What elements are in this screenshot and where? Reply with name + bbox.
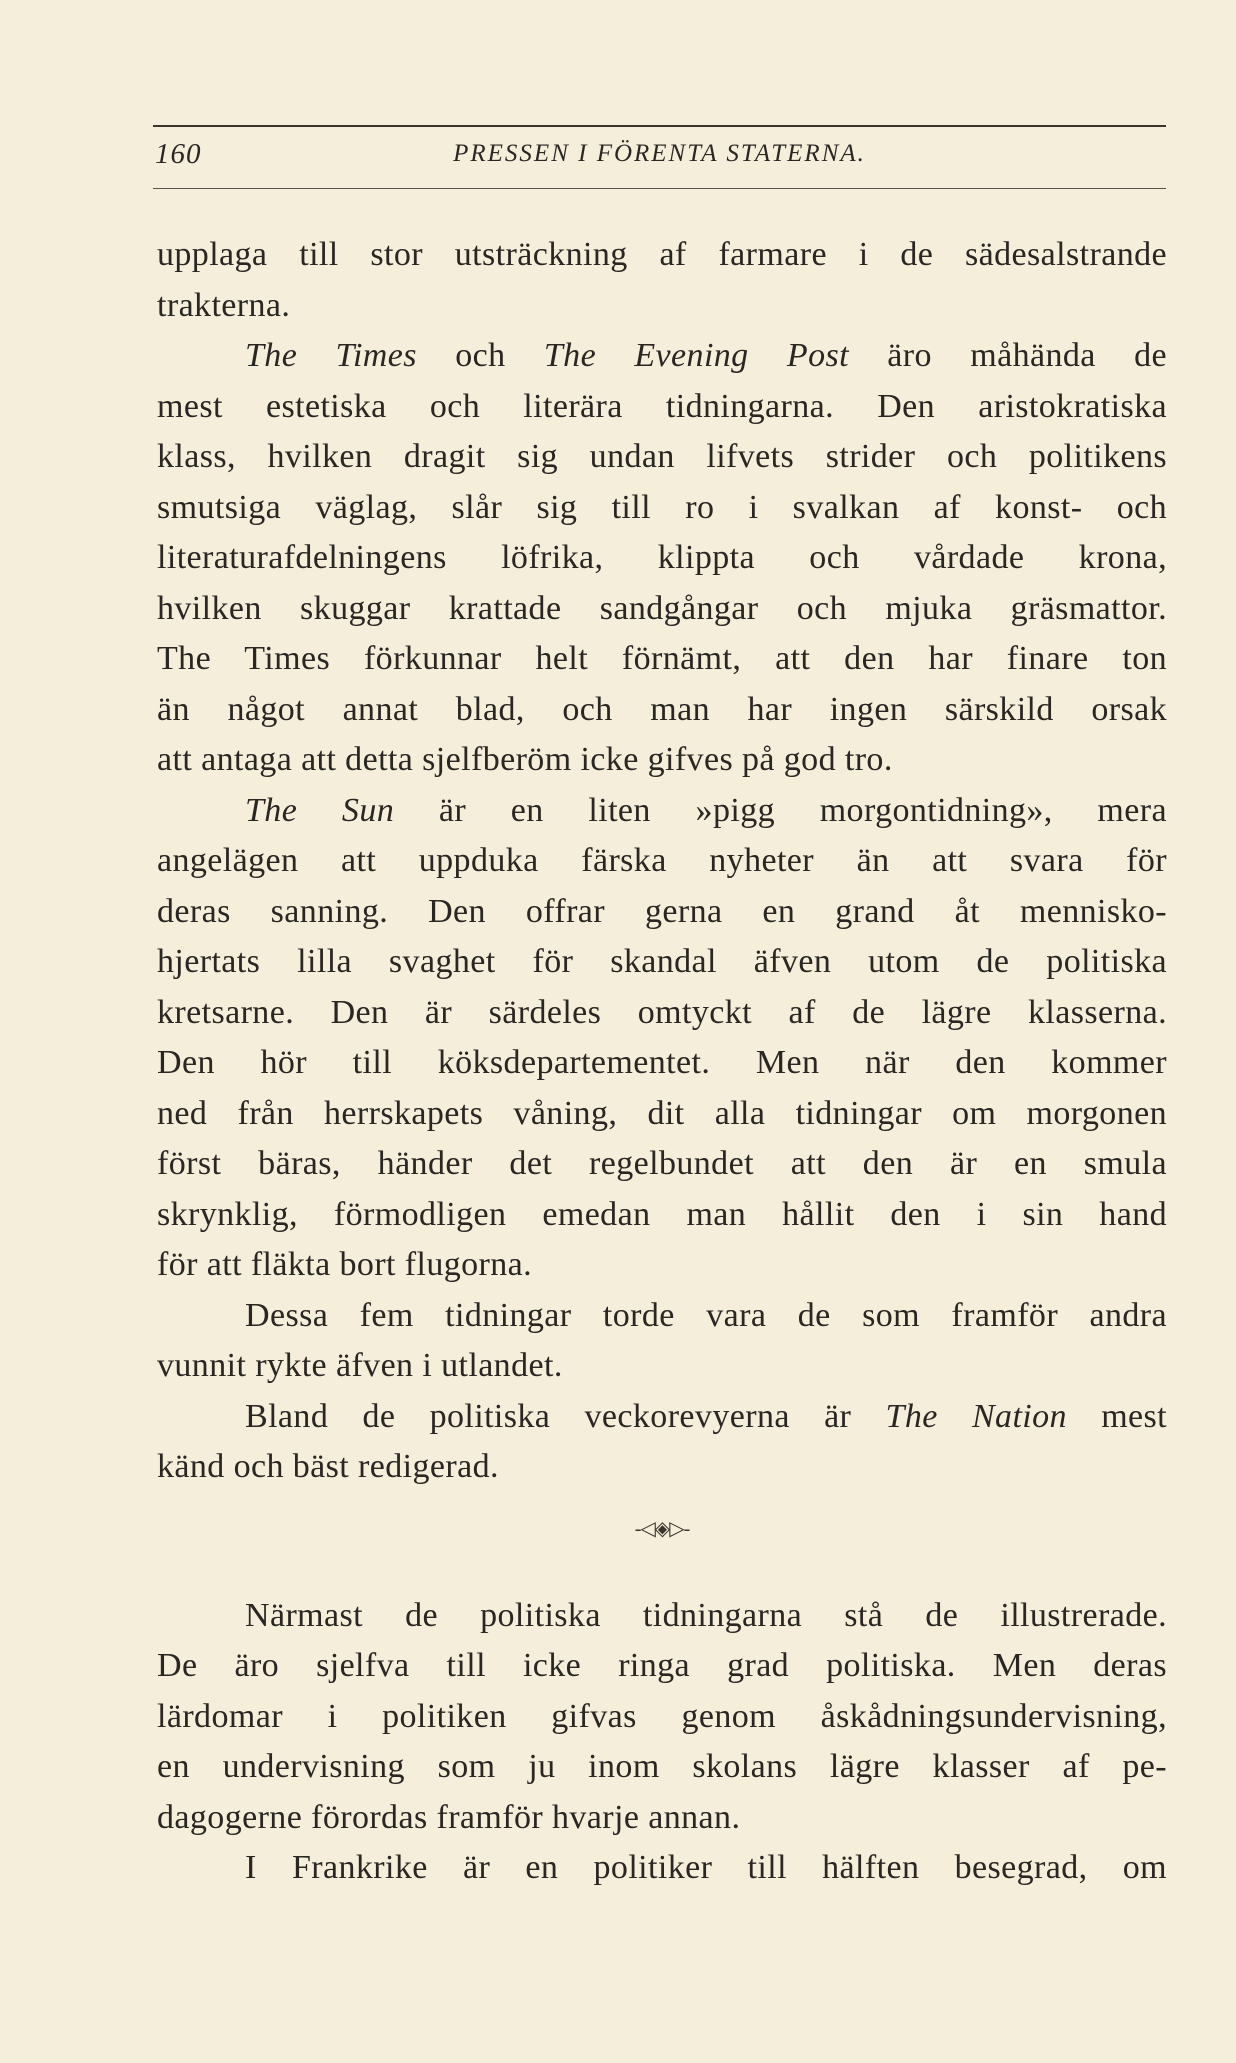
- text-line: dagogerne förordas framför hvarje annan.: [157, 1798, 741, 1836]
- text-line: literaturafdelningens löfrika, klippta och vårdade krona,: [157, 539, 1167, 576]
- paragraph: [157, 331, 1167, 786]
- text-line: angelägen att uppduka färska nyheter än att svara för: [157, 842, 1167, 879]
- page-header: [153, 138, 1166, 182]
- text-line: The Sun är en liten »pigg morgontidning», mera: [245, 791, 1167, 829]
- paragraph: [157, 1392, 1167, 1493]
- paragraph: [157, 786, 1167, 1291]
- text-line: Dessa fem tidningar torde vara de som framför andra: [245, 1296, 1167, 1334]
- text-line: mest estetiska och literära tidningarna. Den aristokratiska: [157, 387, 1167, 425]
- paragraph: [157, 1291, 1167, 1392]
- text-line: upplaga till stor utsträckning af farmare i de sädesalstrande: [157, 236, 1167, 273]
- periodical-title: The Evening Post: [543, 337, 849, 374]
- text-line: att antaga att detta sjelfberöm icke gifves på god tro.: [157, 741, 893, 778]
- periodical-title: The Times: [245, 337, 417, 374]
- text-line: I Frankrike är en politiker till hälften besegrad, om: [245, 1849, 1167, 1886]
- header-rule: [153, 188, 1166, 189]
- body-text: [157, 230, 1167, 1894]
- running-title: PRESSEN I FÖRENTA STATERNA.: [453, 140, 866, 167]
- text-line: smutsiga väglag, slår sig till ro i svalkan af konst- och: [157, 488, 1167, 526]
- text-line: ned från herrskapets våning, dit alla tidningar om morgonen: [157, 1094, 1167, 1132]
- text-line: hvilken skuggar krattade sandgångar och mjuka gräsmattor.: [157, 589, 1167, 627]
- text-line: lärdomar i politiken gifvas genom åskådningsundervisning,: [157, 1697, 1167, 1735]
- text-line: känd och bäst redigerad.: [157, 1448, 499, 1485]
- text-line: skrynklig, förmodligen emedan man hållit den i sin hand: [157, 1195, 1167, 1233]
- text-line: Den hör till köksdepartementet. Men när den kommer: [157, 1044, 1167, 1081]
- text-line: för att fläkta bort flugorna.: [157, 1246, 533, 1283]
- paragraph: [157, 1591, 1167, 1844]
- text-line: först bäras, händer det regelbundet att den är en smula: [157, 1145, 1167, 1182]
- text-line: en undervisning som ju inom skolans lägre klasser af pe-: [157, 1748, 1167, 1785]
- text-line: Närmast de politiska tidningarna stå de illustrerade.: [245, 1596, 1167, 1634]
- text-line: The Times förkunnar helt förnämt, att den har finare ton: [157, 640, 1167, 677]
- text-line: Bland de politiska veckorevyerna är The Nation mest: [245, 1397, 1168, 1435]
- top-rule: [153, 125, 1166, 127]
- text-line: hjertats lilla svaghet för skandal äfven utom de politiska: [157, 943, 1167, 980]
- page-number: 160: [155, 138, 202, 170]
- section-ornament: -◁◈▷-: [634, 1517, 690, 1540]
- paragraph: [157, 1843, 1167, 1894]
- periodical-title: The Sun: [245, 791, 395, 829]
- text-line: än något annat blad, och man har ingen särskild orsak: [157, 690, 1167, 728]
- text-line: kretsarne. Den är särdeles omtyckt af de lägre klasserna.: [157, 993, 1167, 1031]
- text-line: deras sanning. Den offrar gerna en grand åt mennisko-: [157, 892, 1167, 930]
- paragraph: [157, 230, 1167, 331]
- text-line: De äro sjelfva till icke ringa grad politiska. Men deras: [157, 1647, 1167, 1684]
- text-line: trakterna.: [157, 286, 291, 324]
- text-line: klass, hvilken dragit sig undan lifvets strider och politikens: [157, 438, 1167, 475]
- text-line: vunnit rykte äfven i utlandet.: [157, 1347, 563, 1384]
- periodical-title: The Nation: [885, 1397, 1067, 1435]
- text-line: The Times och The Evening Post äro måhända de: [245, 337, 1167, 374]
